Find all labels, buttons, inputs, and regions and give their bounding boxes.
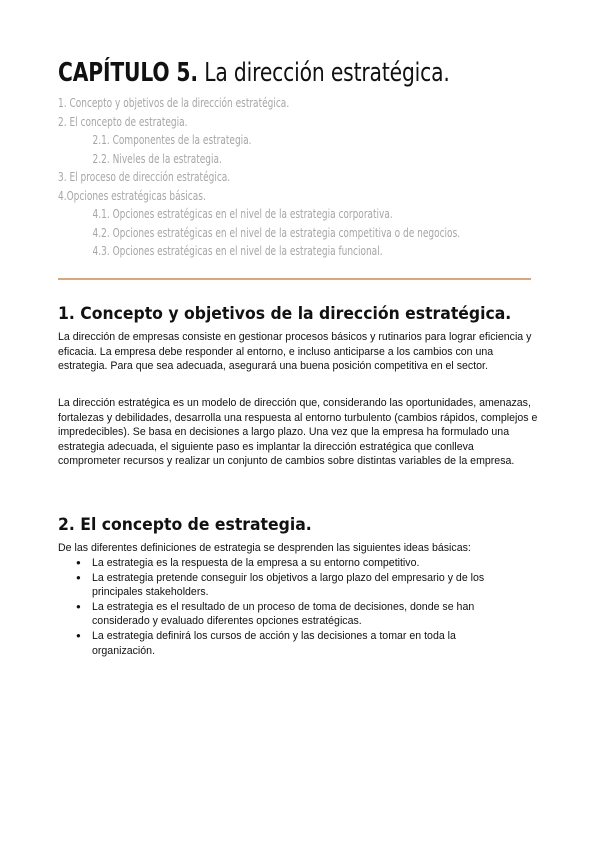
section-heading: 2. El concepto de estrategia. xyxy=(58,515,312,535)
chapter-title xyxy=(58,58,450,88)
paragraph: La dirección estratégica es un modelo de dirección que, considerando las oportunidades, amenazas, fortalezas y debilidades, desarrolla una respuesta al entorno turbulento (cambios rápidos, complejos e impredecibles). Se basa en decisiones a largo plazo. Una vez que la empresa ha formulado una estrategia adecuada, el siguiente paso es implantar la dirección estratégica que conlleva comprometer recursos y realizar un conjunto de cambios sobre distintas variables de la empresa. xyxy=(58,397,538,468)
list-item: ● La estrategia definirá los cursos de acción y las decisiones a tomar en toda la organización. xyxy=(58,629,512,658)
section-divider xyxy=(58,278,531,280)
paragraph: La dirección de empresas consiste en gestionar procesos básicos y rutinarios para lograr eficiencia y eficacia. La empresa debe responder al entorno, e incluso anticiparse a los cambios con una estrategia. Para que sea adecuada, asegurará una buena posición competitiva en el sector. xyxy=(58,331,532,373)
toc-item: 3. El proceso de dirección estratégica. xyxy=(58,169,231,184)
toc-subitem: 4.1. Opciones estratégicas en el nivel de la estrategia corporativa. xyxy=(92,206,393,221)
toc-item: 2. El concepto de estrategia. xyxy=(58,113,188,129)
chapter-name: La dirección estratégica. xyxy=(204,58,450,88)
toc-subitem: 4.3. Opciones estratégicas en el nivel de la estrategia funcional. xyxy=(92,243,383,258)
bullet-list xyxy=(58,556,538,658)
toc-subitem: 2.1. Componentes de la estrategia. xyxy=(92,132,252,147)
toc-item: 1. Concepto y objetivos de la dirección estratégica. xyxy=(58,95,290,110)
list-item: ● La estrategia es la respuesta de la empresa a su entorno competitivo. xyxy=(58,556,512,571)
list-item: ● La estrategia pretende conseguir los objetivos a largo plazo del empresario y de los principales stakeholders. xyxy=(58,571,512,600)
table-of-contents xyxy=(58,94,600,261)
paragraph: De las diferentes definiciones de estrategia se desprenden las siguientes ideas básicas: xyxy=(58,542,471,554)
toc-subitem: 4.2. Opciones estratégicas en el nivel de la estrategia competitiva o de negocios. xyxy=(92,224,461,240)
toc-item: 4.Opciones estratégicas básicas. xyxy=(58,187,206,203)
section-heading: 1. Concepto y objetivos de la dirección estratégica. xyxy=(58,304,512,324)
chapter-number: CAPÍTULO 5. xyxy=(58,58,198,88)
list-item: ● La estrategia es el resultado de un proceso de toma de decisiones, donde se han considerado y evaluado diferentes opciones estratégicas. xyxy=(58,600,512,629)
toc-subitem: 2.2. Niveles de la estrategia. xyxy=(92,150,222,166)
